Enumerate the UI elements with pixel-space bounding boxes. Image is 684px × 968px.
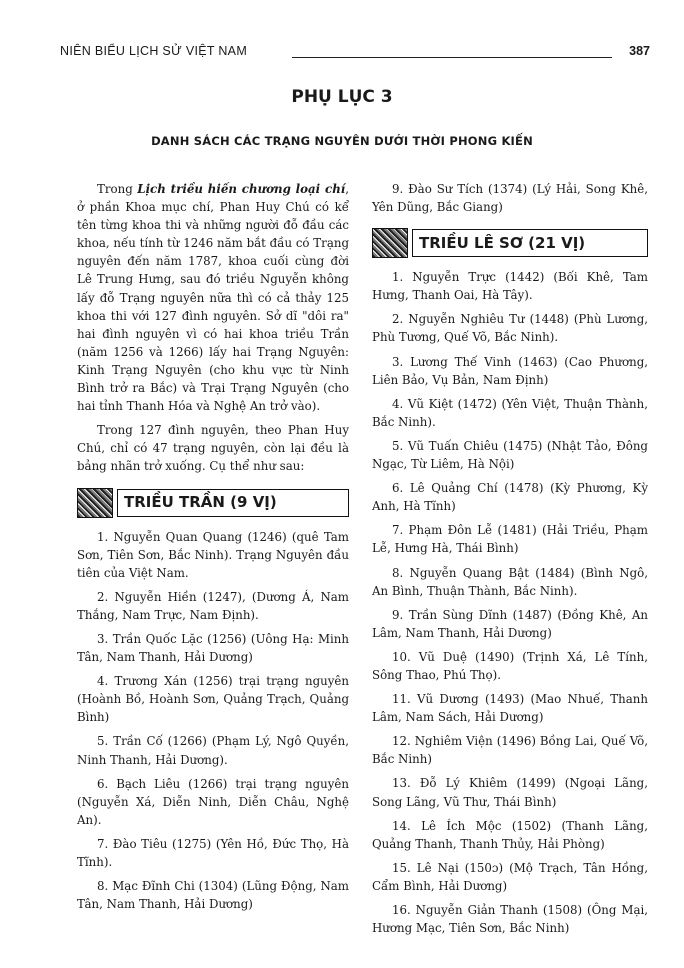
list-item: 5. Trần Cố (1266) (Phạm Lý, Ngô Quyền, Ninh Thanh, Hải Dương).	[77, 734, 349, 767]
list-item: 4. Vũ Kiệt (1472) (Yên Việt, Thuận Thành, Bắc Ninh).	[372, 396, 648, 429]
running-header	[60, 44, 650, 64]
list-item: 16. Nguyễn Giản Thanh (1508) (Ông Mại, Hương Mạc, Tiên Sơn, Bắc Ninh)	[372, 903, 648, 936]
list-item: 10. Vũ Duệ (1490) (Trịnh Xá, Lê Tính, Sông Thao, Phú Thọ).	[372, 649, 648, 682]
page-number: 387	[629, 44, 650, 58]
list-item: 1. Nguyễn Quan Quang (1246) (quê Tam Sơn, Tiên Sơn, Bắc Ninh). Trạng Nguyên đầu tiên của Việt Nam.	[77, 529, 349, 580]
list-item: 6. Bạch Liêu (1266) trại trạng nguyên (Nguyễn Xá, Diễn Ninh, Diễn Châu, Nghệ An).	[77, 776, 349, 827]
list-item: 2. Nguyễn Nghiêu Tư (1448) (Phù Lương, Phù Tương, Quế Võ, Bắc Ninh).	[372, 312, 648, 345]
list-item: 9. Đào Sư Tích (1374) (Lý Hải, Song Khê, Yên Dũng, Bắc Giang)	[372, 182, 648, 215]
dynasty-heading-tran	[77, 488, 349, 518]
list-item: 9. Trần Sùng Dĩnh (1487) (Đồng Khê, An Lâm, Nam Thanh, Hải Dương)	[372, 607, 648, 640]
list-item: 8. Mạc Đĩnh Chi (1304) (Lũng Động, Nam Tân, Nam Thanh, Hải Dương)	[77, 879, 349, 912]
list-item: 6. Lê Quảng Chí (1478) (Kỳ Phương, Kỳ Anh, Hà Tĩnh)	[372, 481, 648, 514]
right-column	[372, 180, 648, 943]
list-item: 4. Trương Xán (1256) trại trạng nguyên (Hoành Bồ, Hoành Sơn, Quảng Trạch, Quảng Bình)	[77, 674, 349, 725]
list-item: 14. Lê Ích Mộc (1502) (Thanh Lãng, Quảng Thanh, Thanh Thủy, Hải Phòng)	[372, 818, 648, 851]
book-title: NIÊN BIỂU LỊCH SỬ VIỆT NAM	[60, 44, 248, 58]
list-item: 12. Nghiêm Viện (1496) Bồng Lai, Quế Võ, Bắc Ninh)	[372, 734, 648, 767]
dynasty-title: TRIỀU LÊ SƠ (21 VỊ)	[412, 229, 648, 257]
list-item: 7. Phạm Đôn Lễ (1481) (Hải Triều, Phạm Lễ, Hưng Hà, Thái Bình)	[372, 523, 648, 556]
appendix-title: PHỤ LỤC 3	[291, 87, 393, 107]
list-item: 3. Lương Thế Vinh (1463) (Cao Phương, Liên Bảo, Vụ Bản, Nam Định)	[372, 354, 648, 387]
header-rule	[292, 57, 612, 58]
list-item: 15. Lê Nại (150ɔ) (Mộ Trạch, Tân Hồng, Cẩm Bình, Hải Dương)	[372, 860, 648, 893]
appendix-subtitle: DANH SÁCH CÁC TRẠNG NGUYÊN DƯỚI THỜI PHONG KIẾN	[151, 134, 533, 148]
list-item: 8. Nguyễn Quang Bật (1484) (Bình Ngô, An Bình, Thuận Thành, Bắc Ninh).	[372, 565, 648, 598]
left-column	[77, 180, 349, 919]
ornament-icon	[372, 228, 408, 258]
intro-paragraph-2: Trong 127 đình nguyên, theo Phan Huy Chú, chỉ có 47 trạng nguyên, còn lại đều là bảng nhãn trở xuống. Cụ thể như sau:	[77, 423, 349, 474]
list-item: 11. Vũ Dương (1493) (Mao Nhuế, Thanh Lâm, Nam Sách, Hải Dương)	[372, 692, 648, 725]
list-item: 7. Đào Tiêu (1275) (Yên Hồ, Đức Thọ, Hà Tĩnh).	[77, 836, 349, 869]
list-item: 13. Đỗ Lý Khiêm (1499) (Ngoại Lãng, Song Lãng, Vũ Thư, Thái Bình)	[372, 776, 648, 809]
intro-paragraph-1: Trong Lịch triều hiến chương loại chí, ở phần Khoa mục chí, Phan Huy Chú có kể tên từng khoa thi và những người đỗ đầu các khoa, nếu tính từ 1246 năm bắt đầu có Trạng nguyên đến năm 1787, khoa cuối cùng đời Lê Trung Hưng, sau đó triều Nguyễn không lấy đỗ Trạng nguyên nữa thì có cả thảy 125 khoa thi với 127 đình nguyên. Sở dĩ "dôi ra" hai đình nguyên vì có hai khoa triều Trần (năm 1256 và 1266) lấy hai Trạng Nguyên: Kinh Trạng Nguyên (cho khu vực từ Ninh Bình trở ra Bắc) và Trại Trạng Nguyên (cho hai tỉnh Thanh Hóa và Nghệ An trở vào).	[77, 182, 350, 414]
list-item: 1. Nguyễn Trực (1442) (Bối Khê, Tam Hưng, Thanh Oai, Hà Tây).	[372, 270, 648, 303]
list-item: 5. Vũ Tuấn Chiêu (1475) (Nhật Tảo, Đông Ngạc, Từ Liêm, Hà Nội)	[372, 438, 648, 472]
dynasty-heading-le	[372, 228, 648, 258]
list-item: 3. Trần Quốc Lặc (1256) (Uông Hạ: Minh Tân, Nam Thanh, Hải Dương)	[77, 631, 349, 665]
ornament-icon	[77, 488, 113, 518]
book-reference: Lịch triều hiến chương loại chí	[137, 182, 346, 196]
dynasty-title: TRIỀU TRẦN (9 VỊ)	[117, 489, 349, 517]
list-item: 2. Nguyễn Hiền (1247), (Dương Á, Nam Thắng, Nam Trực, Nam Định).	[77, 589, 349, 622]
